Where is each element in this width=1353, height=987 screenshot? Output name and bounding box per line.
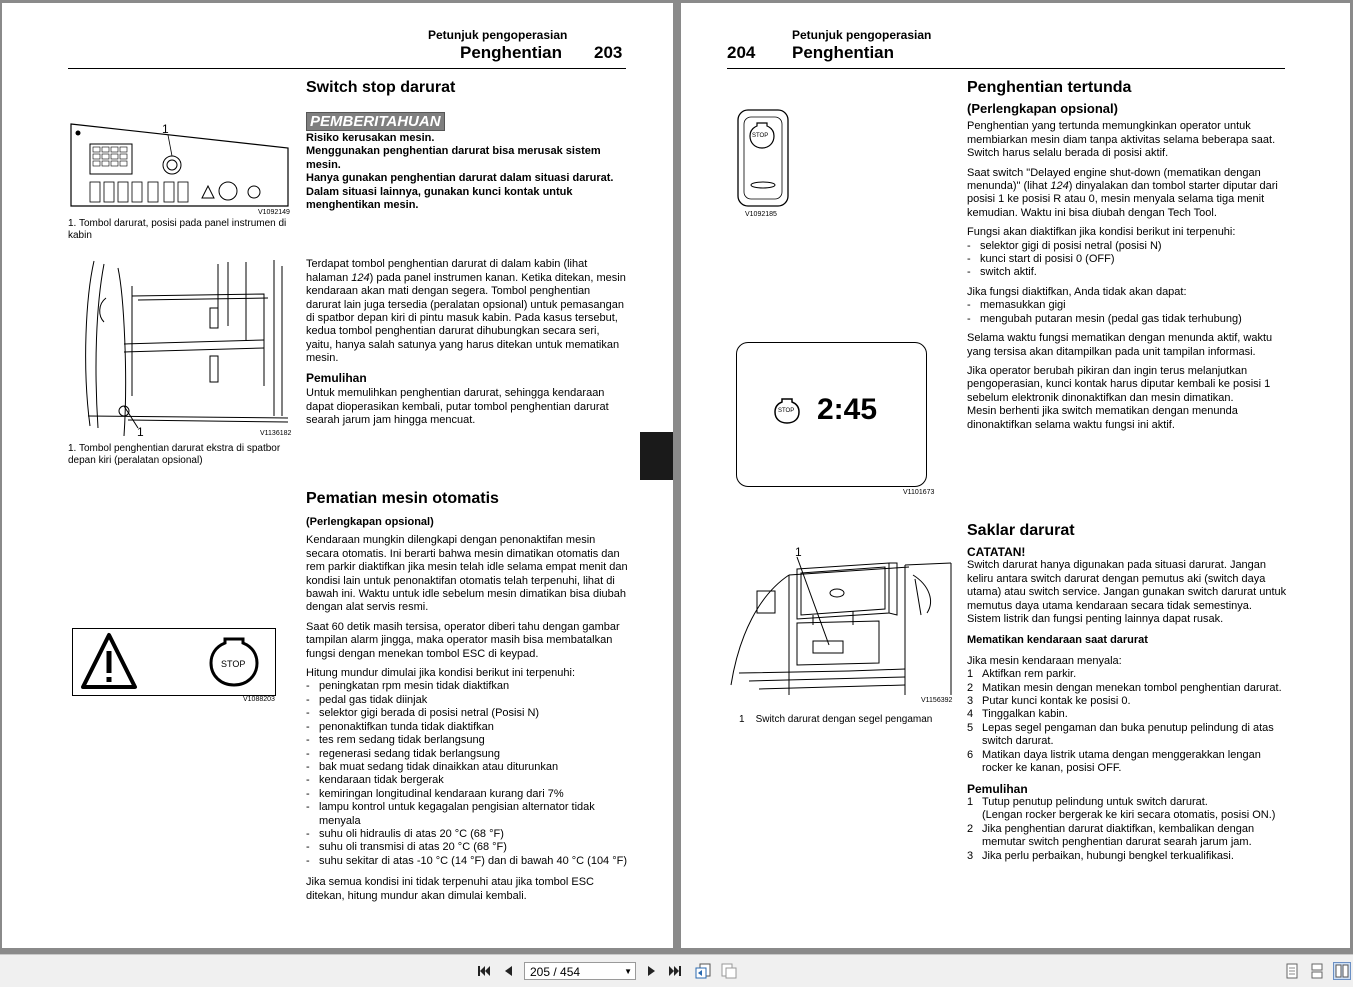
restore-steps — [967, 796, 1287, 863]
notice-box — [306, 112, 628, 212]
section-emergency-stop — [306, 79, 628, 433]
list-item: 2 Matikan mesin dengan menekan tombol penghentian darurat. — [967, 681, 1282, 694]
section-title: Switch stop darurat — [306, 79, 456, 96]
figure-alarm-display — [72, 628, 276, 696]
notice-line: Risiko kerusakan mesin. — [306, 132, 435, 144]
optional-label: (Perlengkapan opsional) — [306, 516, 434, 528]
paragraph: Penghentian yang tertunda memungkinkan operator untuk membiarkan mesin diam tanpa aktivitas selama beberapa saat. Switch harus selalu berada di posisi aktif. — [967, 120, 1276, 160]
chapter-tab-marker — [640, 432, 673, 480]
body-text — [967, 546, 1287, 863]
conditions-list — [306, 680, 628, 868]
list-item: 4 Tinggalkan kabin. — [967, 708, 1068, 721]
subheading-restore: Pemulihan — [306, 370, 367, 385]
figure-countdown-display — [736, 342, 927, 487]
list-item: - selektor gigi berada di posisi netral (Posisi N) — [306, 707, 628, 720]
paragraph: Saat switch "Delayed engine shut-down (mematikan dengan menunda)" (lihat 124) dinyalakan dan tombol starter diputar dari posisi 1 ke posisi R atau 0, mesin menyala selama tiga menit kemudian. Waktu ini bisa diubah dengan Tech Tool. — [967, 166, 1278, 219]
notice-line: Hanya gunakan penghentian darurat dalam situasi darurat. — [306, 172, 614, 185]
header-chapter: Penghentian — [460, 43, 563, 62]
paragraph: Switch darurat hanya digunakan pada situasi darurat. Jangan keliru antara switch darurat dengan pemutus aki (switch daya utama) atau switch service. Jangan gunakan switch darurat untuk memutus daya utama kendaraan secara tidak semestinya. Sistem listrik dan fungsi penting lainnya dapat rusak. — [967, 559, 1287, 626]
notice-line: Dalam situasi lainnya, gunakan kunci kontak untuk menghentikan mesin. — [306, 185, 573, 212]
header-rule — [68, 68, 626, 69]
list-item: - mengubah putaran mesin (pedal gas tidak terhubung) — [967, 313, 1287, 326]
section-auto-shutdown — [306, 490, 628, 909]
restrictions-list — [967, 299, 1287, 326]
conditions-list — [967, 240, 1287, 280]
list-item: - selektor gigi di posisi netral (posisi N) — [967, 240, 1287, 253]
note-title: CATATAN! — [967, 545, 1026, 559]
list-item: - pedal gas tidak diinjak — [306, 694, 628, 707]
optional-label: (Perlengkapan opsional) — [967, 101, 1118, 116]
list-item: 2 Jika penghentian darurat diaktifkan, kembalikan dengan memutar switch penghentian darurat searah jarum jam. — [967, 822, 1255, 849]
next-page-icon[interactable] — [646, 964, 658, 978]
paragraph: Kendaraan mungkin dilengkapi dengan penonaktifan mesin secara otomatis. Ini berarti bahwa mesin dimatikan otomatis dan rem parkir diaktifkan jika mesin telah idle selama empat menit dan kondisi lain untuk penonaktifan otomatis telah terpenuhi, lihat di bawah ini. Waktu untuk idle sebelum mesin dimatikan bisa diubah dengan alat servis resmi. — [306, 534, 628, 614]
continuous-view-icon[interactable] — [1310, 963, 1324, 979]
section-title: Pematian mesin otomatis — [306, 490, 499, 507]
notice-text — [306, 132, 628, 212]
figure-cab-entry — [68, 256, 292, 440]
viewer-toolbar — [0, 954, 1353, 987]
page-number: 204 — [727, 43, 756, 62]
list-item: - suhu oli hidraulis di atas 20 °C (68 °F) — [306, 828, 628, 841]
list-item: 1 Tutup penutup pelindung untuk switch darurat. (Lengan rocker bergerak ke kiri secara otomatis, posisi ON.) — [967, 795, 1276, 822]
right-page — [681, 3, 1350, 948]
page-number-field[interactable]: 205 / 454 ▼ — [524, 962, 636, 980]
stop-label: STOP — [752, 133, 769, 139]
paragraph: Jika semua kondisi ini tidak terpenuhi atau jika tombol ESC ditekan, hitung mundur akan dimulai kembali. — [306, 876, 594, 902]
subheading-shutdown: Mematikan kendaraan saat darurat — [967, 634, 1148, 647]
two-page-view-icon[interactable] — [1333, 962, 1351, 980]
figure-caption: 1. Tombol darurat, posisi pada panel instrumen di kabin — [68, 218, 287, 241]
figure-code: V1101673 — [903, 489, 935, 496]
shutdown-steps — [967, 668, 1287, 775]
notice-line: Menggunakan penghentian darurat bisa merusak sistem mesin. — [306, 145, 601, 171]
list-item: - suhu oli transmisi di atas 20 °C (68 °F) — [306, 841, 628, 854]
section-title: Penghentian tertunda — [967, 79, 1132, 96]
section-delayed-shutdown — [967, 79, 1287, 438]
figure-delay-switch — [735, 107, 791, 209]
figure-code: V1156392 — [921, 697, 953, 704]
figure-callout: 1 — [795, 545, 802, 559]
paragraph: Mesin berhenti jika switch mematikan dengan menunda dinonaktifkan selama waktu fungsi ini aktif. — [967, 405, 1238, 431]
paragraph: Fungsi akan diaktifkan jika kondisi berikut ini terpenuhi: — [967, 226, 1236, 239]
paragraph: Jika operator berubah pikiran dan ingin terus melanjutkan pengoperasian, kunci kontak harus diputar kembali ke posisi 1 sebelum elektronik dinonaktifkan dan mesin dimatikan. — [967, 364, 1271, 404]
chevron-down-icon[interactable]: ▼ — [624, 967, 632, 976]
single-page-view-icon[interactable] — [1285, 963, 1299, 979]
paragraph: Untuk memulihkan penghentian darurat, sehingga kendaraan dapat dioperasikan kembali, putar tombol penghentian darurat searah jarum jam hingga mencuat. — [306, 387, 609, 426]
list-item: - tes rem sedang tidak berlangsung — [306, 734, 628, 747]
caption-number: 1 — [739, 714, 745, 725]
figure-emergency-switch — [729, 545, 953, 697]
figure-code: V1092185 — [745, 211, 777, 218]
previous-page-icon[interactable] — [502, 964, 514, 978]
body-text — [306, 258, 628, 427]
notice-label: PEMBERITAHUAN — [306, 112, 445, 131]
left-page — [2, 3, 673, 948]
go-forward-view-icon[interactable] — [720, 962, 738, 980]
list-item: - peningkatan rpm mesin tidak diaktifkan — [306, 680, 628, 693]
paragraph: Terdapat tombol penghentian darurat di dalam kabin (lihat halaman 124) pada panel instrumen kanan. Ketika ditekan, mesin kendaraan akan mati dengan segera. Tombol penghentian darurat lain juga tersedia (peralatan opsional) untuk pemasangan di spatbor depan kiri di pintu masuk kabin. Pada kasus tersebut, kedua tombol penghentian darurat dihubungkan secara seri, yaitu, hanya salah satunya yang harus ditekan untuk mematikan mesin. — [306, 258, 626, 365]
figure-code: V1088203 — [243, 696, 275, 703]
stop-label: STOP — [221, 659, 246, 669]
header-manual-title: Petunjuk pengoperasian — [792, 28, 932, 42]
list-item: 6 Matikan daya listrik utama dengan menggerakkan lengan rocker ke kanan, posisi OFF. — [967, 748, 1261, 775]
caption-text: Switch darurat dengan segel pengaman — [755, 714, 933, 725]
list-item: - suhu sekitar di atas -10 °C (14 °F) dan di bawah 40 °C (104 °F) — [306, 855, 628, 868]
section-emergency-switch — [967, 522, 1287, 869]
stop-label: STOP — [778, 408, 795, 414]
list-item: - kemiringan longitudinal kendaraan kurang dari 7% — [306, 788, 628, 801]
page-ref-link[interactable]: 124 — [351, 271, 370, 284]
countdown-time: 2:45 — [817, 393, 878, 426]
list-item: - lampu kontrol untuk kegagalan pengisian alternator tidak menyala — [306, 801, 628, 828]
first-page-icon[interactable] — [477, 964, 491, 978]
paragraph: Saat 60 detik masih tersisa, operator diberi tahu dengan gambar tampilan alarm jingga, maka operator masih bisa membatalkan fungsi dengan menekan tombol ESC di keypad. — [306, 620, 620, 660]
list-item: - switch aktif. — [967, 266, 1287, 279]
header-manual-title: Petunjuk pengoperasian — [428, 28, 568, 42]
figure-code: V1136182 — [260, 430, 292, 437]
last-page-icon[interactable] — [668, 964, 682, 978]
body-text — [306, 516, 628, 903]
list-item: 5 Lepas segel pengaman dan buka penutup pelindung di atas switch darurat. — [967, 721, 1274, 748]
list-item: 3 Putar kunci kontak ke posisi 0. — [967, 695, 1131, 708]
figure-callout: 1 — [137, 425, 144, 439]
list-item: - kunci start di posisi 0 (OFF) — [967, 253, 1287, 266]
header-chapter: Penghentian — [792, 43, 895, 62]
paragraph: Hitung mundur dimulai jika kondisi berikut ini terpenuhi: — [306, 667, 576, 680]
list-item: - penonaktifkan tunda tidak diaktifkan — [306, 721, 628, 734]
paragraph: Jika mesin kendaraan menyala: — [967, 654, 1122, 667]
figure-instrument-panel — [68, 118, 292, 216]
paragraph: Jika fungsi diaktifkan, Anda tidak akan dapat: — [967, 285, 1187, 298]
section-title: Saklar darurat — [967, 522, 1075, 539]
header-rule — [727, 68, 1285, 69]
list-item: - bak muat sedang tidak dinaikkan atau diturunkan — [306, 761, 628, 774]
list-item: 1 Aktifkan rem parkir. — [967, 668, 1077, 681]
figure-code: V1092149 — [258, 209, 290, 216]
subheading-restore: Pemulihan — [967, 781, 1028, 796]
page-number: 203 — [594, 43, 623, 62]
list-item: - kendaraan tidak bergerak — [306, 774, 628, 787]
list-item: 3 Jika perlu perbaikan, hubungi bengkel terkualifikasi. — [967, 849, 1234, 862]
list-item: - regenerasi sedang tidak berlangsung — [306, 748, 628, 761]
body-text — [967, 102, 1287, 432]
page-ref-link[interactable]: 124 — [1050, 180, 1069, 193]
figure-callout: 1 — [162, 122, 169, 136]
figure-caption — [739, 714, 932, 726]
list-item: - memasukkan gigi — [967, 299, 1287, 312]
figure-caption: 1. Tombol penghentian darurat ekstra di spatbor depan kiri (peralatan opsional) — [68, 443, 281, 466]
paragraph: Selama waktu fungsi mematikan dengan menunda aktif, waktu yang tersisa akan ditampilkan pada unit tampilan informasi. — [967, 332, 1273, 358]
go-back-view-icon[interactable] — [694, 962, 712, 980]
